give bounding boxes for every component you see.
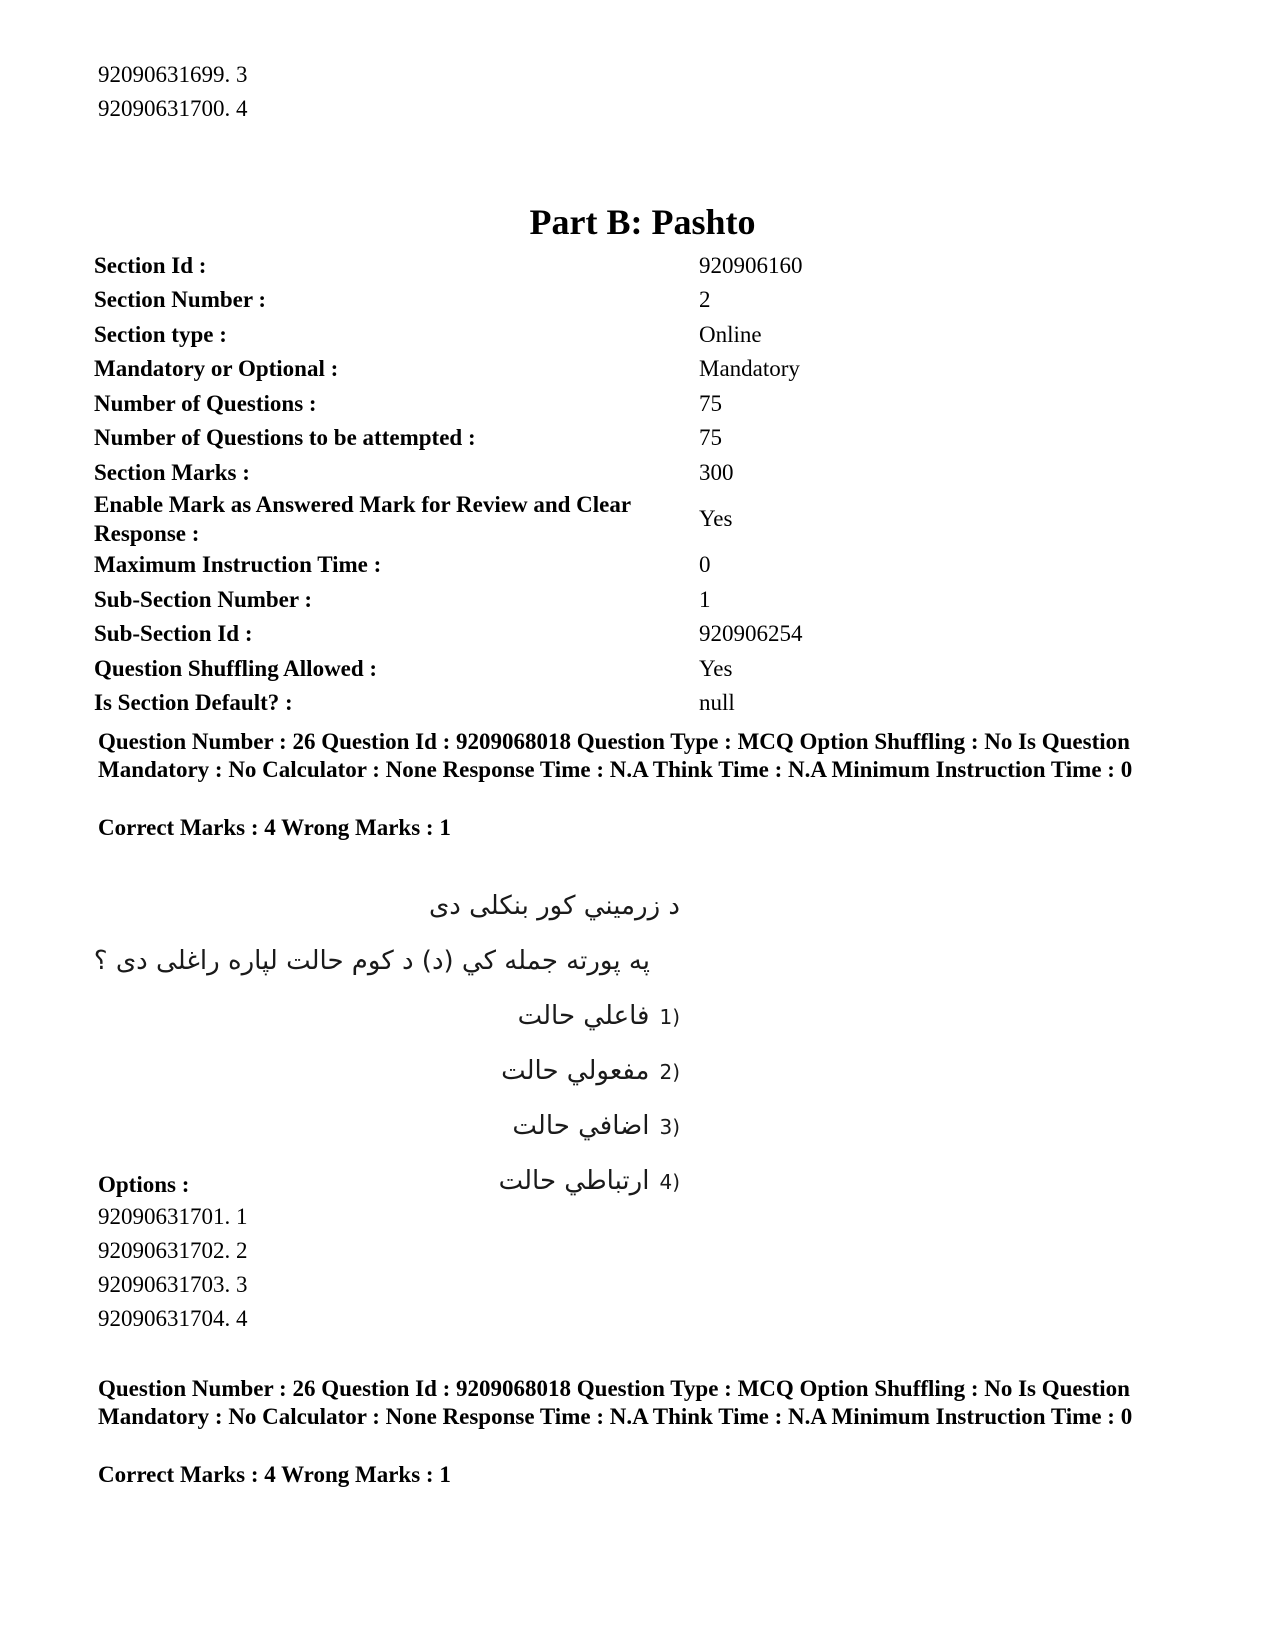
section-info-row: [94, 248, 803, 283]
pashto-question-block: [93, 888, 680, 1218]
option-line: 92090631701. 1: [98, 1204, 248, 1229]
pashto-option-number: (3: [659, 1115, 680, 1139]
section-info-value: Yes: [699, 655, 733, 681]
section-info-key: Enable Mark as Answered Mark for Review and Clear Response :: [94, 491, 631, 546]
marks-line: Correct Marks : 4 Wrong Marks : 1: [98, 815, 451, 840]
pashto-option: [100, 1053, 680, 1108]
pashto-option-text: اضافي حالت: [512, 1111, 650, 1141]
section-info-row: [94, 490, 803, 548]
section-info-row: [94, 283, 803, 318]
pashto-option-number: (1: [659, 1005, 680, 1029]
section-info-value: 2: [699, 287, 711, 313]
marks-line: Correct Marks : 4 Wrong Marks : 1: [98, 1462, 451, 1487]
section-info-value: 0: [699, 552, 711, 578]
section-info-row: [94, 352, 803, 387]
pashto-option: [100, 1108, 680, 1163]
section-info-key: Section type :: [94, 321, 227, 347]
section-info-value: 920906160: [699, 252, 803, 278]
section-info-value: 1: [699, 586, 711, 612]
section-info-value: null: [699, 690, 735, 716]
section-info-value: 75: [699, 390, 722, 416]
options-list: [98, 1200, 248, 1336]
section-info-value: Yes: [699, 506, 733, 531]
section-info-value: 75: [699, 425, 722, 451]
section-info-row: [94, 386, 803, 421]
question-header: Question Number : 26 Question Id : 9209068018 Question Type : MCQ Option Shuffling : No Is Question Mandatory : No Calculator : None Response Time : N.A Think Time : N.A Minimum Instruction Time : 0: [98, 729, 1133, 782]
section-info-key: Section Marks :: [94, 459, 250, 485]
section-info-key: Section Number :: [94, 287, 267, 313]
section-info-value: Online: [699, 321, 762, 347]
section-info-value: 920906254: [699, 621, 803, 647]
section-info-key: Mandatory or Optional :: [94, 356, 339, 382]
pashto-option: [100, 998, 680, 1053]
section-info-row: [94, 686, 803, 721]
options-label: Options :: [98, 1172, 190, 1197]
pashto-option-text: مفعولي حالت: [501, 1056, 650, 1086]
section-info-key: Maximum Instruction Time :: [94, 552, 382, 578]
section-info-value: Mandatory: [699, 356, 800, 382]
section-info-key: Number of Questions to be attempted :: [94, 425, 476, 451]
pashto-option-text: فاعلي حالت: [517, 1001, 650, 1031]
section-info-row: [94, 421, 803, 456]
option-line: 92090631702. 2: [98, 1238, 248, 1263]
section-info-key: Number of Questions :: [94, 390, 317, 416]
pashto-question: په پورته جمله كي (د) د كوم حالت لپاره راغلى دى ؟: [93, 946, 650, 976]
pashto-option-number: (4: [659, 1170, 680, 1194]
section-info-row: [94, 617, 803, 652]
pashto-option-number: (2: [659, 1060, 680, 1084]
option-line: 92090631704. 4: [98, 1306, 248, 1331]
section-info-table: [94, 248, 803, 720]
option-line: 92090631699. 3: [98, 62, 248, 87]
section-info-row: [94, 582, 803, 617]
section-info-value: 300: [699, 459, 734, 485]
section-info-row: [94, 548, 803, 583]
section-info-row: [94, 651, 803, 686]
section-info-key: Question Shuffling Allowed :: [94, 655, 378, 681]
previous-options-list: [98, 58, 248, 126]
question-header: Question Number : 26 Question Id : 9209068018 Question Type : MCQ Option Shuffling : No Is Question Mandatory : No Calculator : None Response Time : N.A Think Time : N.A Minimum Instruction Time : 0: [98, 1376, 1133, 1429]
section-info-row: [94, 455, 803, 490]
part-title: Part B: Pashto: [529, 202, 756, 242]
option-line: 92090631700. 4: [98, 96, 248, 121]
pashto-sentence: د زرميني كور بنكلى دى: [428, 891, 680, 921]
section-info-key: Section Id :: [94, 252, 207, 278]
section-info-row: [94, 317, 803, 352]
section-info-key: Is Section Default? :: [94, 690, 293, 716]
section-info-key: Sub-Section Number :: [94, 586, 313, 612]
section-info-key: Sub-Section Id :: [94, 621, 253, 647]
option-line: 92090631703. 3: [98, 1272, 248, 1297]
options-section: [98, 1170, 248, 1336]
pashto-option-text: ارتباطي حالت: [498, 1166, 650, 1196]
